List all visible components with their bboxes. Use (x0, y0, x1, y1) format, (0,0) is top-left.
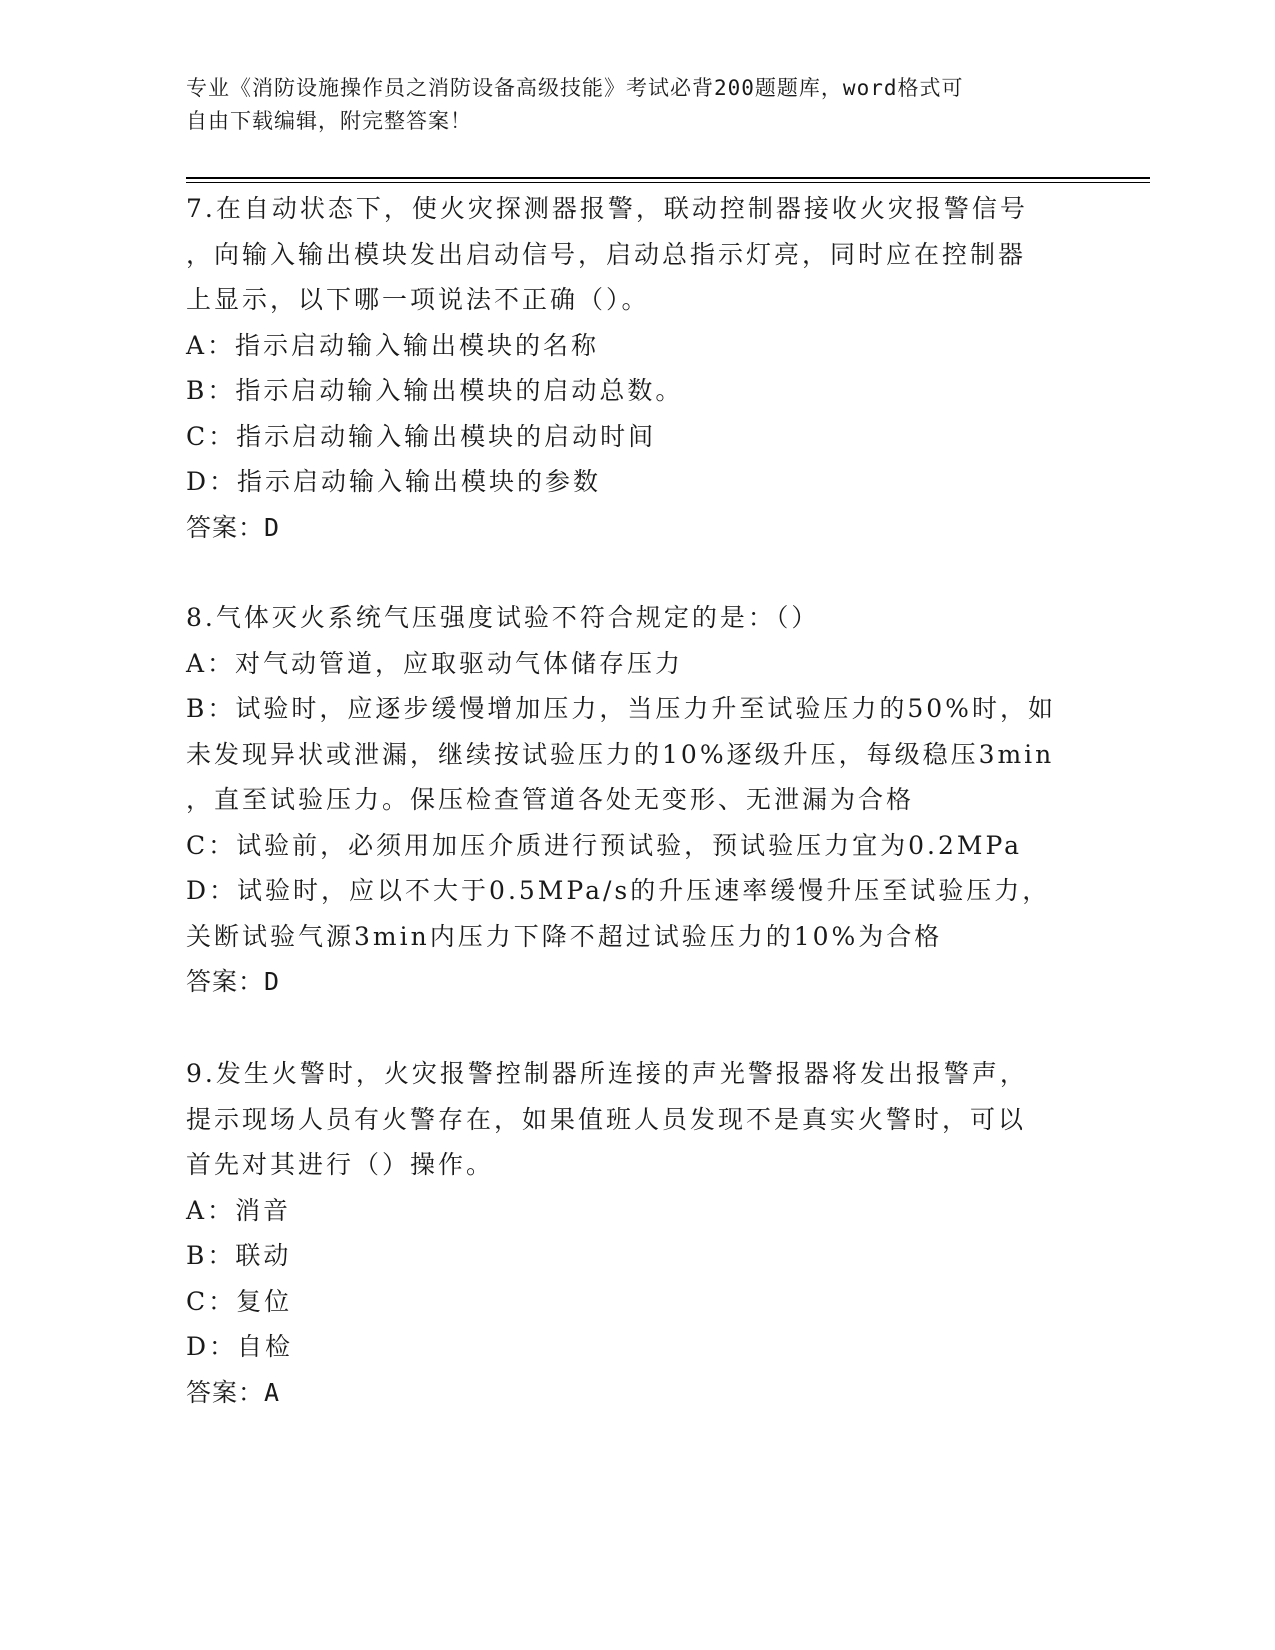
option-b-continued: ，直至试验压力。保压检查管道各处无变形、无泄漏为合格 (186, 785, 915, 814)
option-a: A：消音 (186, 1195, 292, 1225)
question-stem-line: 9.发生火警时，火灾报警控制器所连接的声光警报器将发出报警声， (186, 1059, 1028, 1088)
option-c: C：指示启动输入输出模块的启动时间 (186, 421, 657, 451)
question-stem-line: 7.在自动状态下，使火灾探测器报警，联动控制器接收火灾报警信号 (186, 194, 1028, 223)
question-9 (186, 1051, 1066, 1415)
header-divider-thin (186, 182, 1150, 183)
document-header (186, 72, 1066, 138)
header-line-2: 自由下载编辑，附完整答案！ (186, 109, 472, 133)
option-d: D：指示启动输入输出模块的参数 (186, 467, 602, 496)
question-7 (186, 186, 1066, 550)
option-b-continued: 未发现异状或泄漏，继续按试验压力的10%逐级升压，每级稳压3min (186, 739, 1055, 769)
question-stem-line: 8.气体灭火系统气压强度试验不符合规定的是：（） (186, 603, 820, 632)
option-c: C：复位 (186, 1286, 293, 1316)
answer-line: 答案：D (186, 512, 281, 542)
question-stem-line: ，向输入输出模块发出启动信号，启动总指示灯亮，同时应在控制器 (186, 239, 1027, 269)
option-b: B：联动 (186, 1241, 292, 1270)
option-d: D：自检 (186, 1332, 294, 1361)
option-d: D：试验时，应以不大于0.5MPa/s的升压速率缓慢升压至试验压力， (186, 876, 1051, 905)
header-divider-thick (186, 177, 1150, 179)
option-b: B：指示启动输入输出模块的启动总数。 (186, 376, 684, 405)
question-8 (186, 595, 1066, 1005)
question-stem-line: 首先对其进行（）操作。 (186, 1150, 495, 1179)
option-c: C：试验前，必须用加压介质进行预试验，预试验压力宜为0.2MPa (186, 830, 1023, 860)
option-a: A：指示启动输入输出模块的名称 (186, 330, 600, 360)
answer-line: 答案：D (186, 967, 281, 996)
answer-line: 答案：A (186, 1377, 281, 1407)
option-b: B：试验时，应逐步缓慢增加压力，当压力升至试验压力的50%时，如 (186, 694, 1056, 723)
header-line-1: 专业《消防设施操作员之消防设备高级技能》考试必背200题题库，word格式可 (186, 76, 964, 100)
option-d-continued: 关断试验气源3min内压力下降不超过试验压力的10%为合格 (186, 921, 943, 951)
question-stem-line: 上显示，以下哪一项说法不正确（）。 (186, 285, 650, 314)
option-a: A：对气动管道，应取驱动气体储存压力 (186, 648, 684, 678)
question-stem-line: 提示现场人员有火警存在，如果值班人员发现不是真实火警时，可以 (186, 1104, 1027, 1134)
